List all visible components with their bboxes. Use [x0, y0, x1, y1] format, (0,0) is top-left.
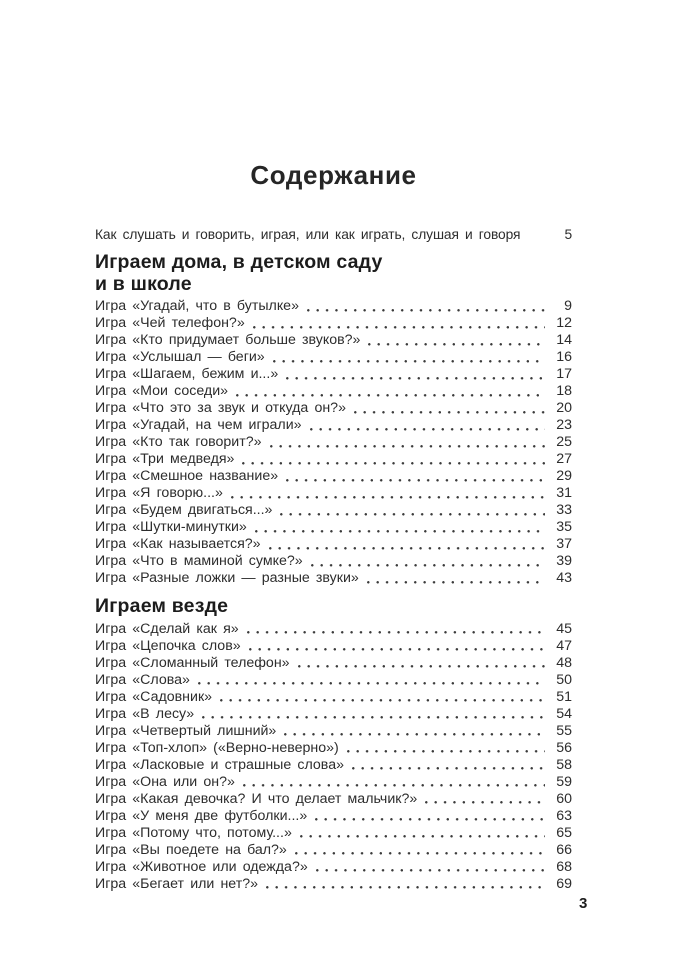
- entry-page: 16: [556, 349, 572, 365]
- dot-leader: [198, 682, 545, 685]
- entry-page: 59: [556, 773, 572, 790]
- dot-leader: [270, 445, 545, 448]
- entry-page: 50: [556, 671, 572, 688]
- toc-entry: [95, 774, 572, 791]
- dot-leader: [247, 631, 545, 634]
- entry-page: 29: [556, 468, 572, 484]
- toc-entry: [95, 485, 572, 502]
- entry-title: Игра «Бегает или нет?»: [95, 875, 259, 892]
- entry-page: 54: [556, 705, 572, 722]
- entry-page: 31: [556, 485, 572, 501]
- entry-title: Игра «Потому что, потому...»: [95, 824, 292, 841]
- toc-entry: [95, 689, 572, 706]
- toc-entry: [95, 519, 572, 536]
- entry-title: Игра «Кто так говорит?»: [95, 434, 262, 450]
- leader-gap: [534, 237, 539, 240]
- dot-leader: [286, 479, 545, 482]
- entry-title: Игра «Угадай, на чем играли»: [95, 417, 302, 433]
- toc-content: [95, 0, 572, 893]
- dot-leader: [236, 394, 545, 397]
- entry-title: Игра «Она или он?»: [95, 773, 235, 790]
- entry-title: Игра «Что в маминой сумке?»: [95, 553, 303, 569]
- entry-page: 58: [556, 756, 572, 773]
- entry-title: Игра «Сделай как я»: [95, 620, 239, 637]
- entry-page: 9: [564, 298, 572, 314]
- section-heading: [95, 596, 572, 618]
- dot-leader: [310, 428, 545, 431]
- entry-title: Игра «Смешное название»: [95, 468, 279, 484]
- section-heading-line: Играем дома, в детском саду: [95, 251, 383, 273]
- toc-entry: [95, 638, 572, 655]
- dot-leader: [300, 835, 545, 838]
- entry-page: 48: [556, 654, 572, 671]
- dot-leader: [220, 699, 545, 702]
- entry-page: 43: [556, 570, 572, 586]
- toc-entry: [95, 417, 572, 434]
- toc-entry: [95, 791, 572, 808]
- toc-entry: [95, 808, 572, 825]
- dot-leader: [280, 513, 545, 516]
- dot-leader: [316, 869, 545, 872]
- dot-leader: [311, 564, 545, 567]
- entry-page: 55: [556, 722, 572, 739]
- entry-page: 25: [556, 434, 572, 450]
- toc-entry: [95, 842, 572, 859]
- entry-title: Игра «Сломанный телефон»: [95, 654, 290, 671]
- entry-page: 18: [556, 383, 572, 399]
- entry-title: Игра «Вы поедете на бал?»: [95, 841, 287, 858]
- entry-title: Игра «Кто придумает больше звуков?»: [95, 332, 361, 348]
- dot-leader: [269, 547, 545, 550]
- toc-entry: [95, 553, 572, 570]
- page-number: 3: [579, 895, 588, 912]
- entry-title: Игра «Шагаем, бежим и...»: [95, 366, 279, 382]
- entry-title: Игра «В лесу»: [95, 705, 195, 722]
- section-heading-line: и в школе: [95, 272, 192, 295]
- dot-leader: [315, 818, 545, 821]
- entry-title: Игра «Угадай, что в бутылке»: [95, 298, 299, 314]
- entry-page: 69: [556, 875, 572, 892]
- entry-title: Игра «Ласковые и страшные слова»: [95, 756, 344, 773]
- toc-entry: [95, 706, 572, 723]
- entry-title: Игра «Четвертый лишний»: [95, 722, 277, 739]
- entry-title: Игра «Услышал — беги»: [95, 349, 265, 365]
- toc-section: [95, 596, 572, 893]
- entry-title: Игра «Топ-хлоп» («Верно-неверно»): [95, 739, 339, 756]
- dot-leader: [266, 886, 545, 889]
- section-heading: [95, 252, 572, 295]
- dot-leader: [354, 411, 545, 414]
- entry-page: 63: [556, 807, 572, 824]
- dot-leader: [367, 581, 545, 584]
- entry-page: 33: [556, 502, 572, 518]
- entry-title: Игра «Слова»: [95, 671, 190, 688]
- dot-leader: [284, 733, 545, 736]
- dot-leader: [243, 784, 545, 787]
- toc-entry: [95, 825, 572, 842]
- entry-title: Игра «Животное или одежда?»: [95, 858, 308, 875]
- dot-leader: [425, 801, 545, 804]
- toc-entry: [95, 570, 572, 587]
- toc-sections: [95, 252, 572, 893]
- toc-entry: [95, 740, 572, 757]
- entry-title: Как слушать и говорить, играя, или как играть, слушая и говоря: [95, 227, 521, 242]
- toc-entry: [95, 672, 572, 689]
- dot-leader: [286, 377, 545, 380]
- page-title: Содержание: [250, 160, 417, 190]
- toc-entry: [95, 655, 572, 672]
- toc-entry: [95, 332, 572, 349]
- dot-leader: [307, 309, 545, 312]
- entry-page: 14: [556, 332, 572, 348]
- dot-leader: [242, 462, 545, 465]
- entry-page: 66: [556, 841, 572, 858]
- dot-leader: [231, 496, 545, 499]
- dot-leader: [295, 852, 545, 855]
- toc-entry: [95, 400, 572, 417]
- entry-page: 56: [556, 739, 572, 756]
- toc-entry: [95, 876, 572, 893]
- entry-title: Игра «Как называется?»: [95, 536, 261, 552]
- dot-leader: [253, 326, 545, 329]
- toc-entry: [95, 757, 572, 774]
- toc-entry: [95, 315, 572, 332]
- section-entries: [95, 621, 572, 893]
- entry-title: Игра «Я говорю...»: [95, 485, 223, 501]
- entry-page: 17: [556, 366, 572, 382]
- dot-leader: [255, 530, 545, 533]
- entry-title: Игра «Шутки-минутки»: [95, 519, 247, 535]
- entry-title: Игра «Цепочка слов»: [95, 637, 241, 654]
- dot-leader: [347, 750, 545, 753]
- toc-entry: [95, 383, 572, 400]
- entry-page: 35: [556, 519, 572, 535]
- entry-page: 23: [556, 417, 572, 433]
- entry-page: 27: [556, 451, 572, 467]
- entry-title: Игра «Мои соседи»: [95, 383, 229, 399]
- toc-entry: [95, 434, 572, 451]
- toc-entry: [95, 349, 572, 366]
- toc-entry: [95, 621, 572, 638]
- toc-entry: [95, 468, 572, 485]
- entry-page: 5: [564, 227, 573, 242]
- dot-leader: [202, 716, 545, 719]
- entry-page: 37: [556, 536, 572, 552]
- toc-entry: [95, 859, 572, 876]
- entry-title: Игра «Чей телефон?»: [95, 315, 245, 331]
- toc-section: [95, 252, 572, 587]
- entry-page: 12: [556, 315, 572, 331]
- dot-leader: [249, 648, 545, 651]
- entry-title: Игра «У меня две футболки...»: [95, 807, 308, 824]
- entry-title: Игра «Три медведя»: [95, 451, 235, 467]
- toc-entry: [95, 451, 572, 468]
- section-entries: [95, 298, 572, 587]
- entry-page: 20: [556, 400, 572, 416]
- toc-entry: [95, 723, 572, 740]
- entry-page: 60: [556, 790, 572, 807]
- dot-leader: [352, 767, 545, 770]
- entry-title: Игра «Будем двигаться...»: [95, 502, 273, 518]
- entry-title: Игра «Какая девочка? И что делает мальчик?»: [95, 790, 418, 807]
- toc-entry: [95, 298, 572, 315]
- dot-leader: [298, 665, 545, 668]
- entry-page: 39: [556, 553, 572, 569]
- entry-page: 47: [556, 637, 572, 654]
- entry-title: Игра «Садовник»: [95, 688, 213, 705]
- entry-title: Игра «Что это за звук и откуда он?»: [95, 400, 346, 416]
- entry-title: Игра «Разные ложки — разные звуки»: [95, 570, 359, 586]
- entry-page: 45: [556, 620, 572, 637]
- toc-entry: [95, 502, 572, 519]
- entry-page: 68: [556, 858, 572, 875]
- dot-leader: [368, 343, 545, 346]
- toc-entry: [95, 536, 572, 553]
- toc-entry: [95, 366, 572, 383]
- toc-entry-intro: [95, 226, 572, 243]
- entry-page: 51: [556, 688, 572, 705]
- dot-leader: [273, 360, 545, 363]
- entry-page: 65: [556, 824, 572, 841]
- section-heading-line: Играем везде: [95, 595, 229, 617]
